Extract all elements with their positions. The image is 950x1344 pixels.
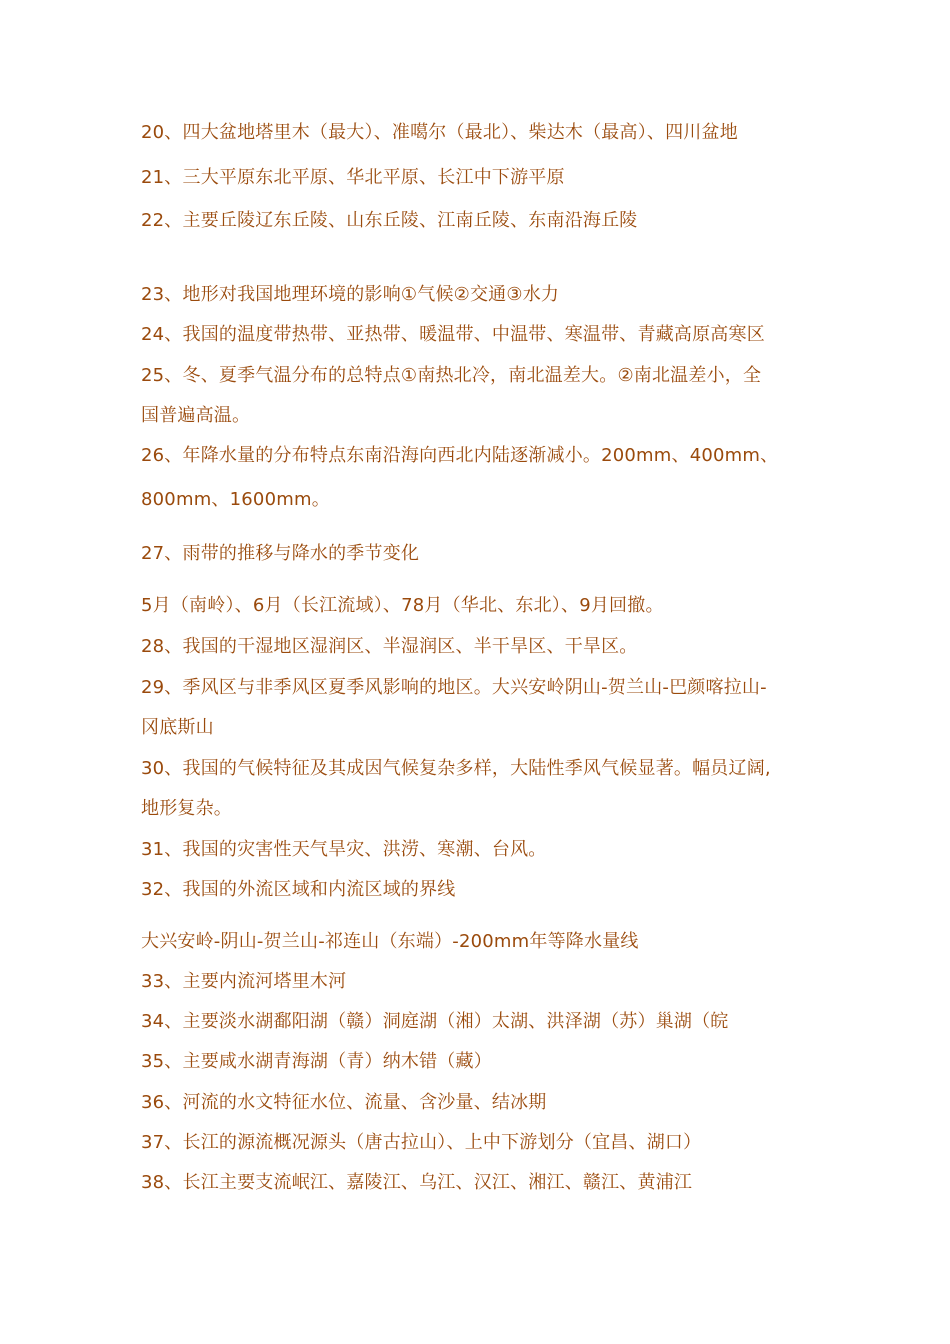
text-line-32: 32、我国的外流区域和内流区域的界线 [141, 879, 456, 900]
text-line-32-detail: 大兴安岭-阴山-贺兰山-祁连山（东端）-200mm年等降水量线 [141, 931, 639, 952]
text-line-25-cont: 国普遍高温。 [141, 405, 251, 426]
text-line-29: 29、季风区与非季风区夏季风影响的地区。大兴安岭阴山-贺兰山-巴颜喀拉山- [141, 677, 767, 698]
text-line-20: 20、四大盆地塔里木（最大）、准噶尔（最北）、柴达木（最高）、四川盆地 [141, 122, 738, 143]
text-line-30: 30、我国的气候特征及其成因气候复杂多样，大陆性季风气候显著。幅员辽阔, [141, 758, 771, 779]
text-line-27: 27、雨带的推移与降水的季节变化 [141, 543, 420, 564]
text-line-37: 37、长江的源流概况源头（唐古拉山）、上中下游划分（宜昌、湖口） [141, 1132, 702, 1153]
text-line-25: 25、冬、夏季气温分布的总特点①南热北冷，南北温差大。②南北温差小，全 [141, 365, 762, 386]
text-line-31: 31、我国的灾害性天气旱灾、洪涝、寒潮、台风。 [141, 839, 547, 860]
text-line-33: 33、主要内流河塔里木河 [141, 971, 347, 992]
text-line-21: 21、三大平原东北平原、华北平原、长江中下游平原 [141, 167, 565, 188]
text-line-23: 23、地形对我国地理环境的影响①气候②交通③水力 [141, 284, 560, 305]
text-line-29-cont: 冈底斯山 [141, 717, 214, 738]
text-line-38: 38、长江主要支流岷江、嘉陵江、乌江、汉江、湘江、赣江、黄浦江 [141, 1172, 693, 1193]
text-line-26-cont: 800mm、1600mm。 [141, 489, 330, 510]
text-line-35: 35、主要咸水湖青海湖（青）纳木错（藏） [141, 1051, 492, 1072]
text-line-34: 34、主要淡水湖鄱阳湖（赣）洞庭湖（湘）太湖、洪泽湖（苏）巢湖（皖 [141, 1011, 729, 1032]
text-line-24: 24、我国的温度带热带、亚热带、暖温带、中温带、寒温带、青藏高原高寒区 [141, 324, 765, 345]
text-line-27-detail: 5月（南岭）、6月（长江流域）、78月（华北、东北）、9月回撤。 [141, 595, 664, 616]
text-line-26: 26、年降水量的分布特点东南沿海向西北内陆逐渐减小。200mm、400mm、 [141, 445, 779, 466]
text-line-30-cont: 地形复杂。 [141, 798, 232, 819]
text-line-22: 22、主要丘陵辽东丘陵、山东丘陵、江南丘陵、东南沿海丘陵 [141, 210, 638, 231]
text-line-28: 28、我国的干湿地区湿润区、半湿润区、半干旱区、干旱区。 [141, 636, 638, 657]
text-line-36: 36、河流的水文特征水位、流量、含沙量、结冰期 [141, 1092, 547, 1113]
